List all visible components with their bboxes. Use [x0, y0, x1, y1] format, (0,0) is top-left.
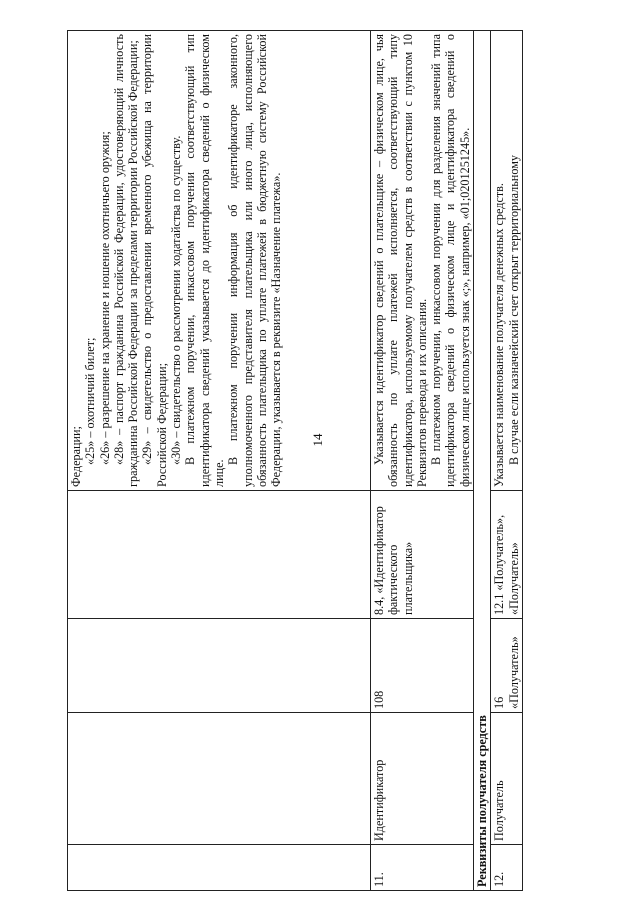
cell-name: [68, 713, 371, 845]
description-line: «25» – охотничий билет;: [83, 337, 98, 465]
description-line: «28» – паспорт гражданина Российской Федерации, удостоверяющий личность гражданина Российской Федерации за пределами территории Российской Федерации;: [111, 34, 141, 487]
section-title: Реквизиты получателя средств: [474, 31, 491, 891]
requisites-table: [67, 30, 523, 891]
cell-num: 11.: [371, 845, 474, 891]
cell-code: 16 «Получатель»: [491, 619, 523, 713]
description-line: В случае если казначейский счет открыт территориальному: [506, 155, 521, 465]
description-line: «29» – свидетельство о предоставлении временного убежища на территории Российской Федерации;: [140, 34, 169, 487]
cell-name: Идентификатор: [371, 713, 474, 845]
description-line: В платежном поручении, инкассовом поручении для разделения значений типа идентификатора сведений о физическом лице и идентификатора сведений о физическом лице используется знак «;», например, «01;0201251245».: [429, 34, 472, 487]
cell-num: 12.: [491, 845, 523, 891]
cell-description: [491, 31, 523, 491]
rotated-table-container: [67, 31, 622, 891]
table-row-continuation: [68, 31, 371, 891]
cell-description: [68, 31, 371, 491]
description-line: Указывается наименование получателя денежных средств.: [492, 183, 507, 487]
cell-code: [68, 619, 371, 713]
cell-field: 8.4, «Идентификатор фактического плательщика»: [371, 491, 474, 619]
table-row-12: [491, 31, 523, 891]
page-number: 14: [310, 433, 325, 447]
cell-description: [371, 31, 474, 491]
description-line: «26» – разрешение на хранение и ношение охотничьего оружия;: [97, 131, 112, 465]
table-row-11: [371, 31, 474, 891]
description-line: В платежном поручении информация об идентификаторе законного, уполномоченного представителя плательщика или иного лица, исполняющего обязанность плательщика по уплате платежей в бюджетную систему Российской Федерации, указывается в реквизите «Назначение платежа».: [226, 34, 284, 487]
cell-name: Получатель: [491, 713, 523, 845]
cell-num: [68, 845, 371, 891]
description-line: В платежном поручении, инкассовом поручении соответствующий тип идентификатора сведений указывается до идентификатора сведений о физическом лице.: [183, 34, 226, 487]
description-line: Федерации;: [69, 426, 83, 487]
section-header-row: [474, 31, 491, 891]
cell-field: [68, 491, 371, 619]
cell-code: 108: [371, 619, 474, 713]
description-line: «30» – свидетельство о рассмотрении ходатайства по существу.: [169, 135, 184, 465]
cell-field: 12.1 «Получатель», «Получатель»: [491, 491, 523, 619]
description-line: Указывается идентификатор сведений о плательщике – физическом лице, чья обязанность по уплате платежей исполняется, соответствующий типу идентификатора, используемому получателем средств в соответствии с пунктом 10 Реквизитов перевода и их описания.: [372, 34, 429, 487]
